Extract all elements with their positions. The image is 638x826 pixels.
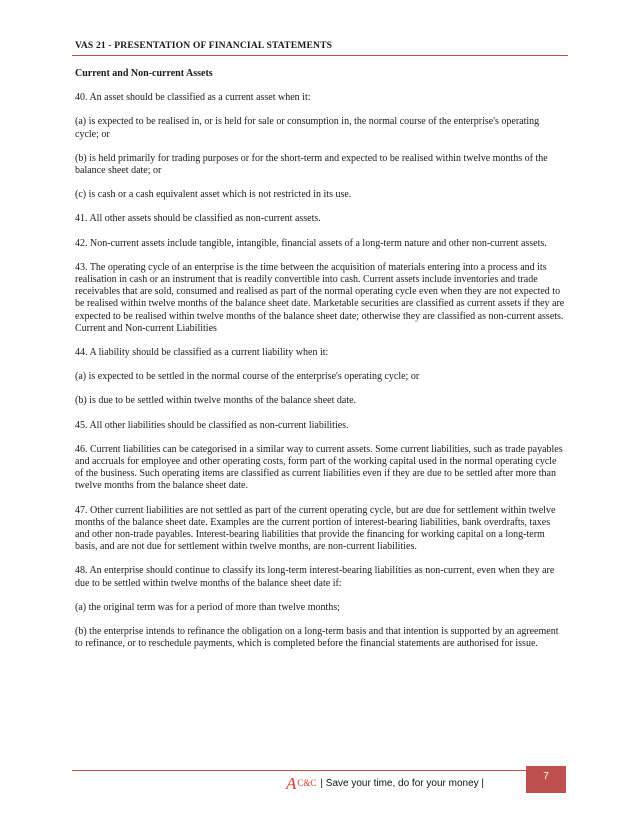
paragraph-46: 46. Current liabilities can be categorised in a similar way to current assets. Some current liabilities, such as trade payables and accruals for employee and other operating costs, form part of the working capital used in the normal operating cycle of the business. Such operating items are classified as current liabilities even if they are due to be settled after more than twelve months from the balance sheet date. <box>75 443 563 492</box>
page-number: 7 <box>543 771 549 782</box>
document-body <box>75 68 565 651</box>
page-number-badge <box>526 766 566 793</box>
paragraph-48: 48. An enterprise should continue to classify its long-term interest-bearing liabilities as non-current, even when they are due to be settled within twelve months of the balance sheet date if: <box>75 565 555 589</box>
section-heading-assets: Current and Non-current Assets <box>75 68 213 79</box>
paragraph-41: 41. All other assets should be classified as non-current assets. <box>75 213 321 225</box>
paragraph-44a: (a) is expected to be settled in the normal course of the enterprise's operating cycle; or <box>75 371 420 383</box>
paragraph-43: 43. The operating cycle of an enterprise is the time between the acquisition of materials entering into a process and its realisation in cash or an instrument that is readily convertible into cash. Current assets include inventories and trade receivables that are sold, consumed and realised as part of the normal operating cycle even when they are not expected to be realised within twelve months of the balance sheet date. Marketable securities are classified as current assets if they are expected to be realised within twelve months of the balance sheet date; otherwise they are classified as non-current assets. <box>75 261 565 322</box>
paragraph-47: 47. Other current liabilities are not settled as part of the current operating cycle, but are due for settlement within twelve months of the balance sheet date. Examples are the current portion of interest-bearing liabilities, bank overdrafts, taxes and other non-trade payables. Interest-bearing liabilities that provide the financing for working capital on a long-term basis, and are not due for settlement within twelve months, are non-current liabilities. <box>75 504 556 553</box>
footer-brand <box>286 773 484 793</box>
paragraph-45: 45. All other liabilities should be classified as non-current liabilities. <box>75 419 349 431</box>
paragraph-40c: (c) is cash or a cash equivalent asset which is not restricted in its use. <box>75 189 352 201</box>
company-logo-text: C&C <box>297 778 317 788</box>
paragraph-42: 42. Non-current assets include tangible, intangible, financial assets of a long-term nature and other non-current assets. <box>75 237 547 249</box>
paragraph-48b: (b) the enterprise intends to refinance the obligation on a long-term basis and that intention is supported by an agreement to refinance, or to reschedule payments, which is completed before the financial statements are authorised for issue. <box>75 626 559 650</box>
paragraph-40: 40. An asset should be classified as a current asset when it: <box>75 92 311 104</box>
company-logo-mark: A <box>286 773 297 793</box>
paragraph-40a: (a) is expected to be realised in, or is held for sale or consumption in, the normal course of the enterprise's operating cycle; or <box>75 116 540 140</box>
paragraph-44b: (b) is due to be settled within twelve months of the balance sheet date. <box>75 395 357 407</box>
header-divider <box>72 55 568 56</box>
paragraph-44: 44. A liability should be classified as a current liability when it: <box>75 347 329 359</box>
section-heading-liabilities: Current and Non-current Liabilities <box>75 322 217 334</box>
document-header-title: VAS 21 - PRESENTATION OF FINANCIAL STATEMENTS <box>75 40 333 51</box>
paragraph-48a: (a) the original term was for a period of more than twelve months; <box>75 601 340 613</box>
footer-divider <box>72 770 527 771</box>
paragraph-40b: (b) is held primarily for trading purposes or for the short-term and expected to be realised within twelve months of the balance sheet date; or <box>75 152 548 177</box>
footer-slogan: | Save your time, do for your money | <box>320 777 485 789</box>
